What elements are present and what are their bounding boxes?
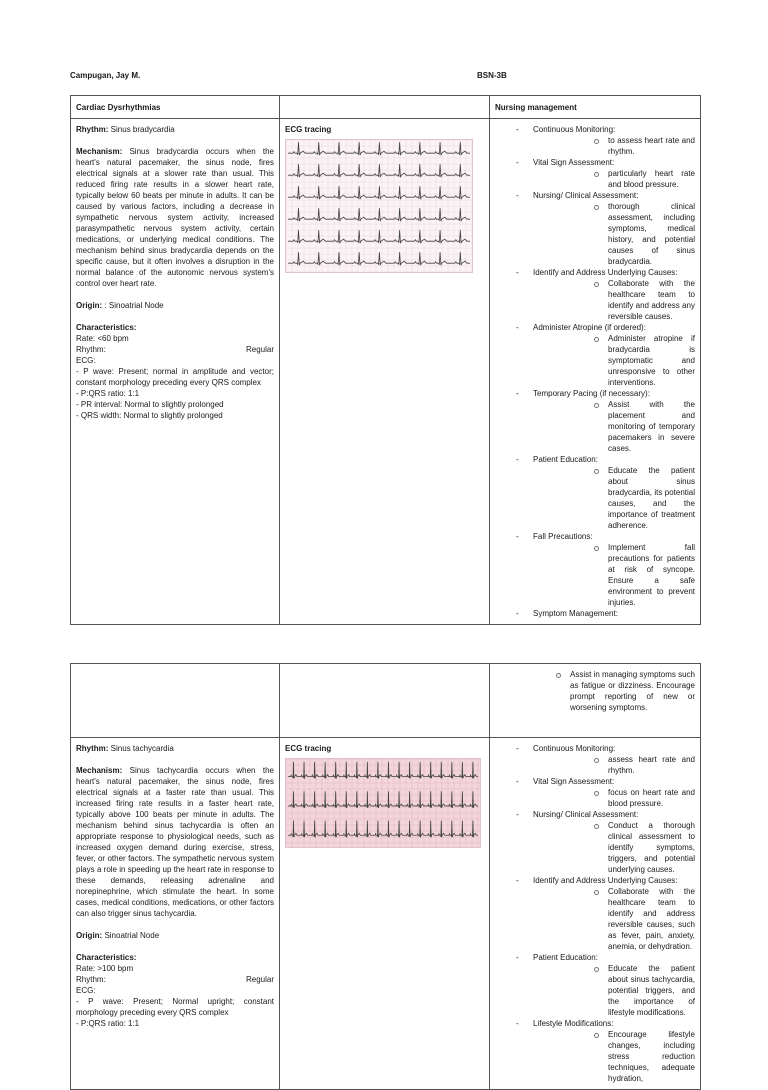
- dysrhythmia-table-tachycardia: [70, 663, 701, 1090]
- ecg-title: ECG tracing: [285, 125, 332, 134]
- rate-line: Rate: >100 bpm: [76, 964, 134, 973]
- mechanism-paragraph: Mechanism: Sinus tachycardia occurs when the heart's natural pacemaker, the sinus node, fires electrical signals at a faster rate than usual. This increased firing rate results in a faster heart rate, typically above 100 beats per minute in adults. The mechanism behind sinus tachycardia is often an appropriate response to physiological needs, such as increased oxygen demand during exercise, stress, fever, or other factors. The sympathetic nervous system plays a role in speeding up the heart rate in response to these demands, releasing adrenaline and norepinephrine, which stimulate the heart. In some cases, medical conditions, medications, or other factors can also trigger sinus tachycardia.: [76, 766, 274, 918]
- ecg-cell: [280, 738, 490, 1090]
- management-sublist: [533, 820, 695, 875]
- ecg-label: ECG:: [76, 356, 96, 365]
- management-item-label: - Patient Education:: [533, 953, 598, 962]
- management-sublist: [533, 135, 695, 157]
- ecg-strip-image: [285, 758, 481, 848]
- pr-line: - PR interval: Normal to slightly prolonged: [76, 400, 224, 409]
- management-item: [495, 190, 695, 267]
- management-item-label: - Vital Sign Assessment:: [533, 777, 615, 786]
- ecg-title: ECG tracing: [285, 744, 332, 753]
- management-item-label: - Temporary Pacing (if necessary):: [533, 389, 650, 398]
- management-item: [495, 322, 695, 388]
- management-sublist: [533, 787, 695, 809]
- col-header-ecg: [280, 96, 490, 119]
- table-row-bradycardia: [71, 119, 701, 625]
- management-sublist: [495, 669, 695, 713]
- management-item-label: - Vital Sign Assessment:: [533, 158, 615, 167]
- management-subitem: focus on heart rate and blood pressure.: [533, 787, 695, 809]
- management-subitem: Collaborate with the healthcare team to identify and address any reversible causes.: [533, 278, 695, 322]
- management-sublist: [533, 1029, 695, 1084]
- pqrs-line: - P:QRS ratio: 1:1: [76, 389, 140, 398]
- ecg-cell: [280, 119, 490, 625]
- management-item-label: - Administer Atropine (if ordered):: [533, 323, 646, 332]
- nursing-cell: [490, 119, 701, 625]
- management-item: [495, 388, 695, 454]
- management-item-label: - Fall Precautions:: [533, 532, 593, 541]
- management-item: [495, 454, 695, 531]
- origin-line: Origin: : Sinoatrial Node: [76, 301, 164, 310]
- management-sublist: [533, 465, 695, 531]
- mechanism-paragraph: Mechanism: Sinus bradycardia occurs when the heart's natural pacemaker, the sinus node, fires electrical signals at a slower rate than usual. This reduced firing rate results in a slower heart rate, typically below 60 beats per minute in adults. It can be caused by various factors, including a decrease in sympathetic nervous system activity, increased parasympathetic nervous system activity, certain medications, or underlying medical conditions. The mechanism behind sinus bradycardia depends on the specific cause, but it often involves a disruption in the normal balance of the autonomic nervous system's control over heart rate.: [76, 147, 274, 288]
- management-list: [495, 743, 695, 1084]
- ecg-tracing-bradycardia: [286, 140, 472, 272]
- management-item-label: - Continuous Monitoring:: [533, 744, 616, 753]
- management-subitem: Educate the patient about sinus bradycardia, its potential causes, and the importance of treatment adherence.: [533, 465, 695, 531]
- rhythm-line: Rhythm: Sinus tachycardia: [76, 744, 174, 753]
- management-sublist: [533, 333, 695, 388]
- ecg-tracing-tachycardia: [286, 759, 480, 847]
- management-subitem: Assist with the placement and monitoring of temporary pacemakers in severe cases.: [533, 399, 695, 454]
- management-subitem: Implement fall precautions for patients at risk of syncope. Ensure a safe environment to prevent injuries.: [533, 542, 695, 608]
- management-item: [495, 743, 695, 776]
- management-sublist: [533, 886, 695, 952]
- management-item: [495, 1018, 695, 1084]
- rhythm-line: Rhythm: Sinus bradycardia: [76, 125, 175, 134]
- rhythm-row: Rhythm: Regular: [76, 975, 274, 984]
- management-subitem: Administer atropine if bradycardia is symptomatic and unresponsive to other interventions.: [533, 333, 695, 388]
- empty-cell: [71, 664, 280, 738]
- management-subitem: particularly heart rate and blood pressure.: [533, 168, 695, 190]
- management-subitem: Encourage lifestyle changes, including stress reduction techniques, adequate hydration,: [533, 1029, 695, 1084]
- management-subitem: thorough clinical assessment, including symptoms, medical history, and potential causes of sinus bradycardia.: [533, 201, 695, 267]
- origin-line: Origin: Sinoatrial Node: [76, 931, 160, 940]
- table-row-tachycardia: [71, 738, 701, 1090]
- management-item: [495, 267, 695, 322]
- management-item: [495, 809, 695, 875]
- table-row-continuation: [71, 664, 701, 738]
- management-sublist: [533, 963, 695, 1018]
- management-item: [495, 776, 695, 809]
- ecg-strip-image: [285, 139, 473, 273]
- nursing-cell-continued: [490, 664, 701, 738]
- management-item-label: - Continuous Monitoring:: [533, 125, 616, 134]
- management-item: [495, 124, 695, 157]
- management-sublist: [533, 754, 695, 776]
- management-item-label: - Nursing/ Clinical Assessment:: [533, 191, 639, 200]
- management-item: [495, 157, 695, 190]
- section-label: BSN-3B: [477, 71, 507, 80]
- pwave-line: - P wave: Present; Normal upright; constant morphology preceding every QRS complex: [76, 997, 274, 1017]
- management-subitem: Assist in managing symptoms such as fatigue or dizziness. Encourage prompt reporting of new or worsening symptoms.: [495, 669, 695, 713]
- management-subitem: Collaborate with the healthcare team to identify and address reversible causes, such as fever, pain, anxiety, anemia, or dehydration.: [533, 886, 695, 952]
- management-subitem: Conduct a thorough clinical assessment to identify symptoms, triggers, and potential underlying causes.: [533, 820, 695, 875]
- management-sublist: [533, 542, 695, 608]
- col-header-dysrhythmias: Cardiac Dysrhythmias: [71, 96, 280, 119]
- management-item-label: - Identify and Address Underlying Causes:: [533, 268, 678, 277]
- table-header-row: [71, 96, 701, 119]
- management-item: [495, 608, 695, 619]
- nursing-cell: [490, 738, 701, 1090]
- management-item: [495, 531, 695, 608]
- empty-cell: [280, 664, 490, 738]
- characteristics-heading: Characteristics:: [76, 953, 137, 962]
- management-sublist: [533, 201, 695, 267]
- student-name: Campugan, Jay M.: [70, 71, 141, 80]
- management-sublist: [533, 399, 695, 454]
- rate-line: Rate: <60 bpm: [76, 334, 129, 343]
- ecg-label: ECG:: [76, 986, 96, 995]
- characteristics-heading: Characteristics:: [76, 323, 137, 332]
- management-item-label: - Patient Education:: [533, 455, 598, 464]
- pqrs-line: - P:QRS ratio: 1:1: [76, 1019, 140, 1028]
- col-header-nursing: Nursing management: [490, 96, 701, 119]
- management-item-label: - Symptom Management:: [533, 609, 618, 618]
- management-item-label: - Lifestyle Modifications:: [533, 1019, 614, 1028]
- qrs-line: - QRS width: Normal to slightly prolonged: [76, 411, 223, 420]
- pwave-line: - P wave: Present; normal in amplitude and vector; constant morphology preceding every QRS complex: [76, 367, 274, 387]
- management-subitem: Educate the patient about sinus tachycardia, potential triggers, and the importance of lifestyle modifications.: [533, 963, 695, 1018]
- management-list: [495, 124, 695, 619]
- management-item-label: - Identify and Address Underlying Causes:: [533, 876, 678, 885]
- management-sublist: [533, 278, 695, 322]
- management-subitem: assess heart rate and rhythm.: [533, 754, 695, 776]
- rhythm-row: Rhythm: Regular: [76, 345, 274, 354]
- management-subitem: to assess heart rate and rhythm.: [533, 135, 695, 157]
- dysrhythmia-table-bradycardia: [70, 95, 701, 625]
- dysrhythmia-cell: [71, 738, 280, 1090]
- management-item: [495, 875, 695, 952]
- dysrhythmia-cell: [71, 119, 280, 625]
- management-item-label: - Nursing/ Clinical Assessment:: [533, 810, 639, 819]
- management-item: [495, 952, 695, 1018]
- management-sublist: [533, 168, 695, 190]
